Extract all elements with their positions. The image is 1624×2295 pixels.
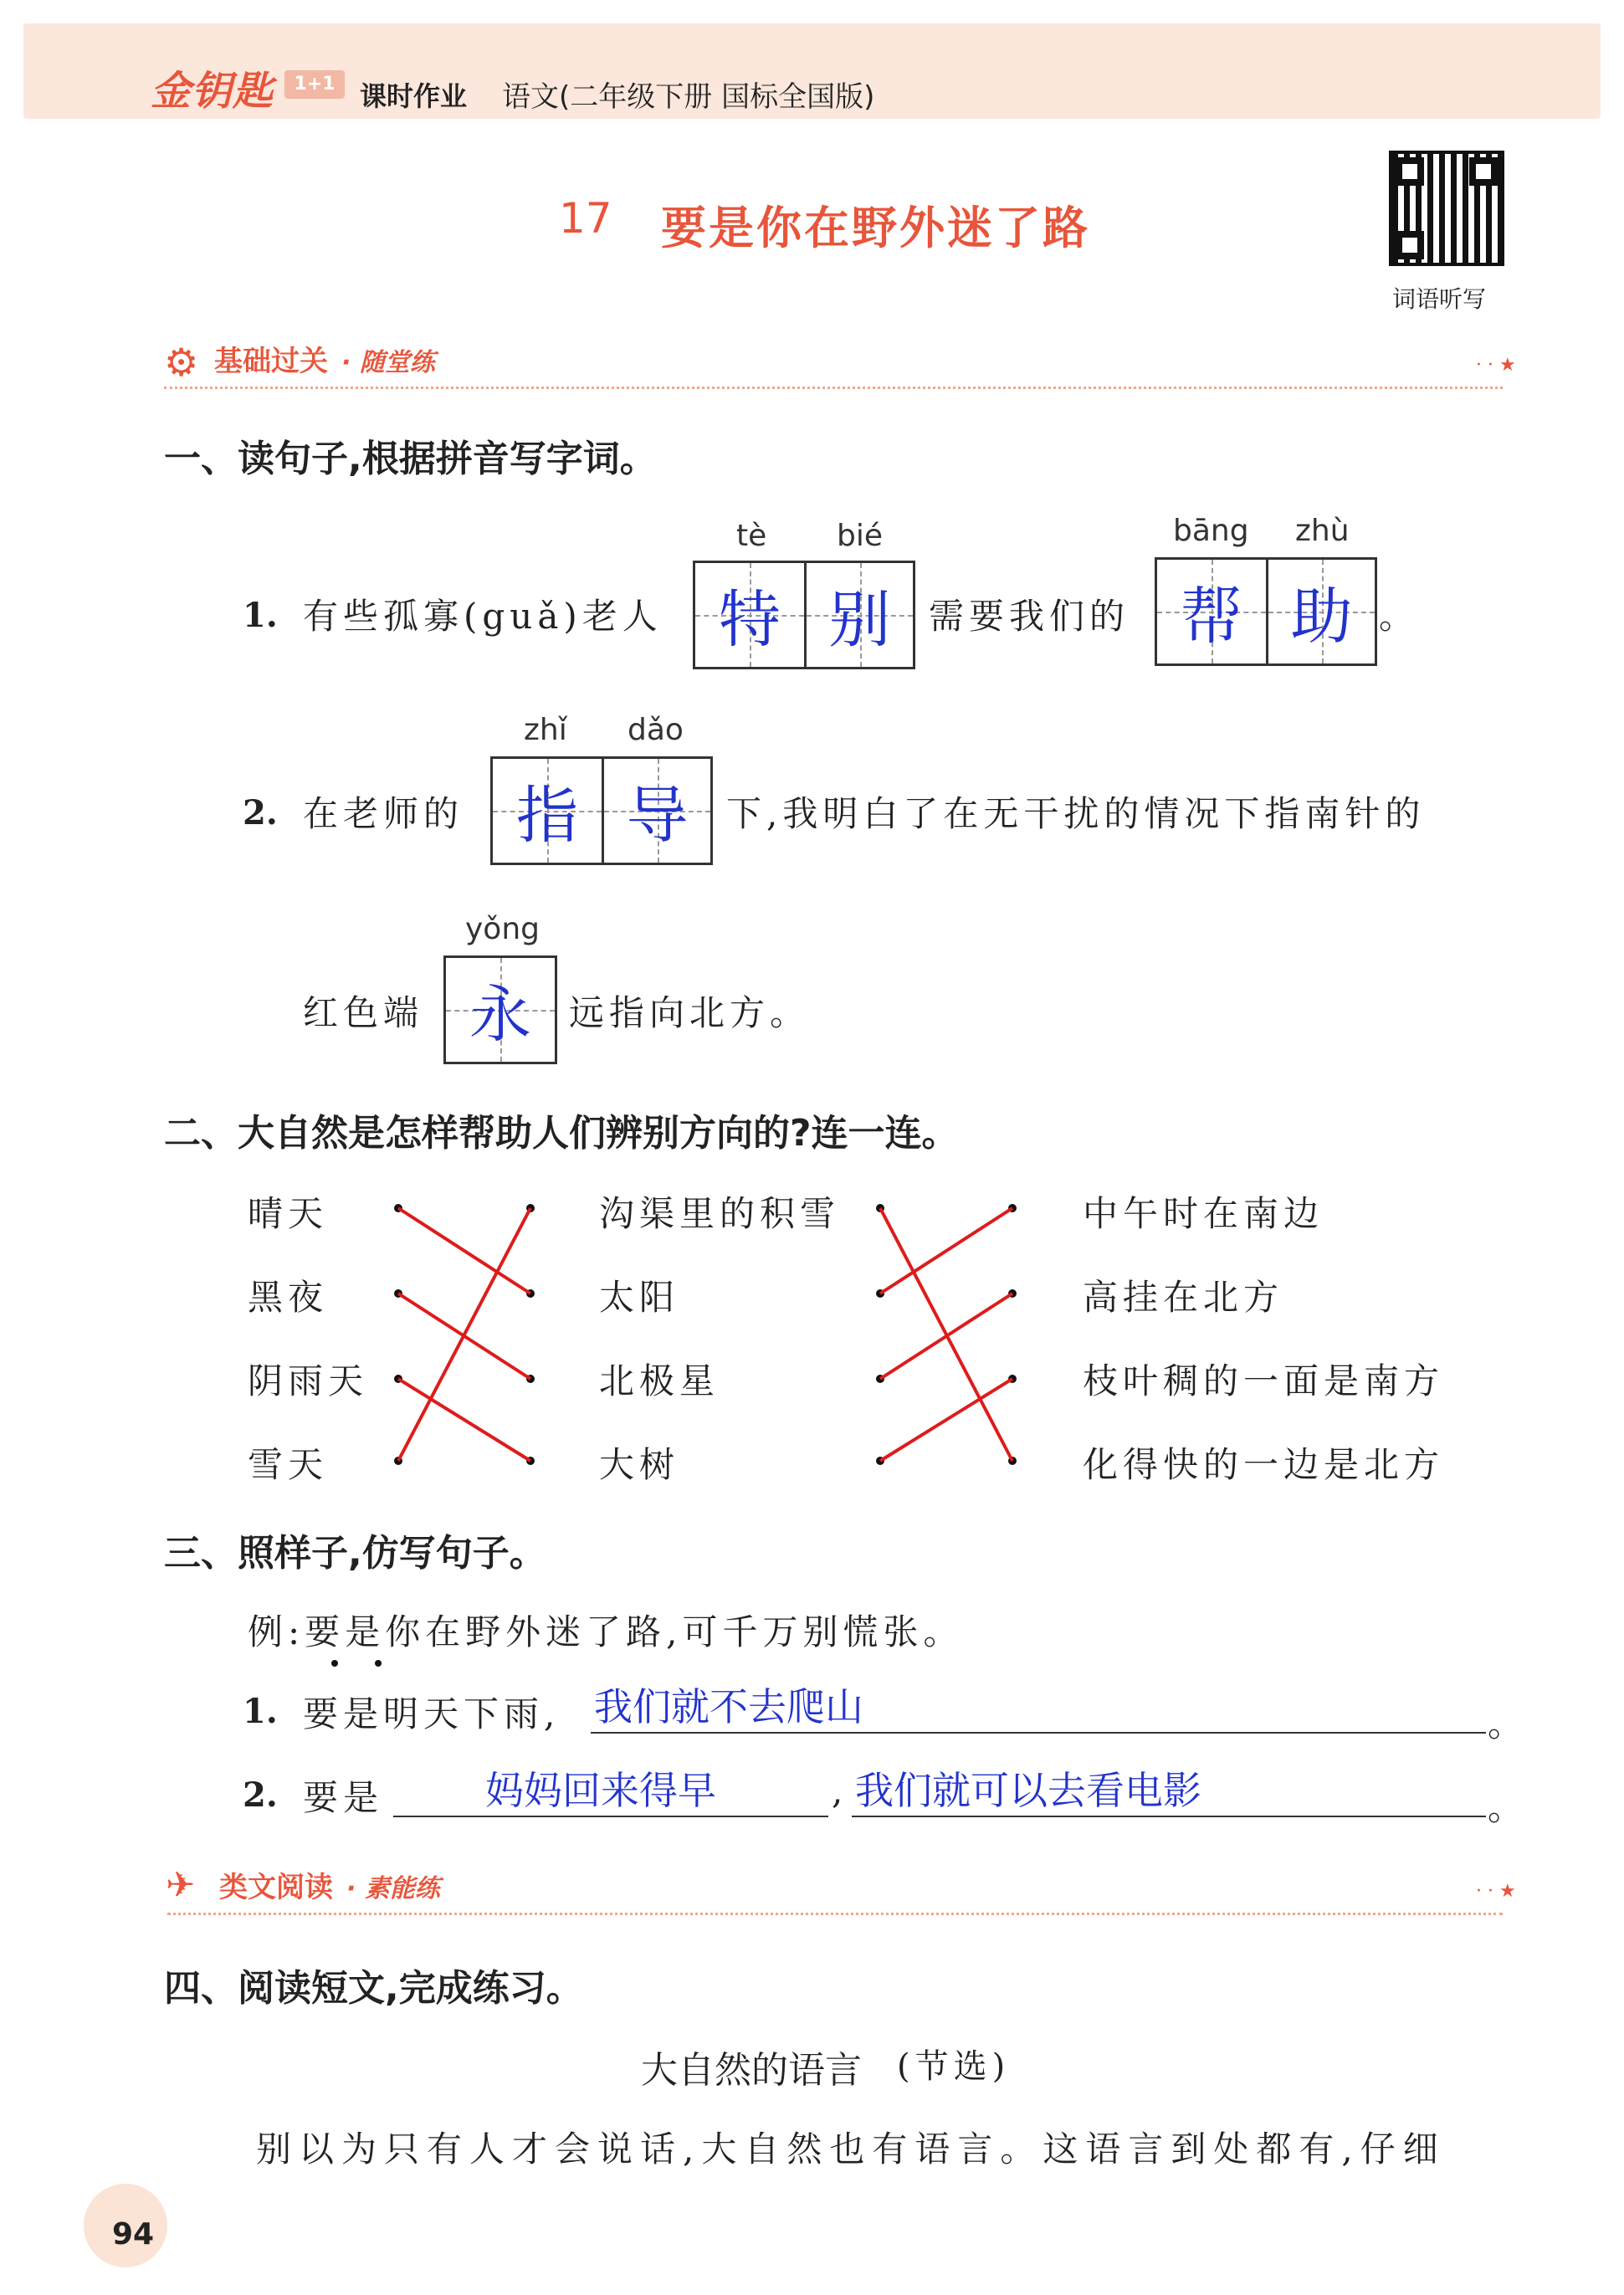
col1-item: 晴天 <box>248 1193 329 1234</box>
section-label: 基础过关 <box>214 345 328 378</box>
answer-character: 特 <box>695 563 804 667</box>
section-label: 类文阅读 <box>219 1871 333 1904</box>
sentence-end: 。 <box>1379 596 1420 637</box>
item-number: 2. <box>243 1775 278 1815</box>
pinyin: zhù <box>1295 514 1350 548</box>
answer-line <box>393 1816 828 1817</box>
gear-icon: ⚙ <box>164 340 199 385</box>
sentence-text: 需要我们的 <box>929 596 1130 637</box>
pinyin: tè <box>736 519 767 553</box>
sentence-text: 要是 <box>303 1777 384 1818</box>
written-answer: 我们就不去爬山 <box>594 1684 863 1729</box>
col2-item: 大树 <box>599 1444 680 1485</box>
answer-character: 导 <box>602 759 710 863</box>
col2-item: 沟渠里的积雪 <box>599 1193 841 1234</box>
paper-plane-icon: ✈ <box>166 1864 196 1905</box>
passage-line: 别以为只有人才会说话,大自然也有语言。这语言到处都有,仔细 <box>256 2129 1446 2169</box>
answer-line <box>852 1816 1486 1817</box>
item-number: 1. <box>243 596 278 635</box>
brand-badge: 1+1 <box>284 70 345 99</box>
comma: , <box>832 1770 848 1811</box>
question-4-heading: 四、阅读短文,完成练习。 <box>164 1967 583 2010</box>
pinyin: bāng <box>1173 514 1249 548</box>
answer-character: 助 <box>1266 560 1375 663</box>
match-line <box>398 1208 530 1293</box>
sentence-text: 要是明天下雨, <box>303 1693 561 1734</box>
passage-note: (节选) <box>897 2047 1011 2086</box>
emphasis-dot <box>375 1660 382 1667</box>
section-sub: · 素能练 <box>346 1874 440 1903</box>
col3-item: 化得快的一边是北方 <box>1083 1444 1445 1485</box>
section-sub: · 随堂练 <box>341 348 435 377</box>
page-number: 94 <box>112 2217 155 2251</box>
sentence-text: 下,我明白了在无干扰的情况下指南针的 <box>726 793 1426 834</box>
qr-caption: 词语听写 <box>1392 285 1487 313</box>
match-line <box>880 1208 1012 1293</box>
col2-item: 太阳 <box>599 1277 680 1318</box>
col3-item: 高挂在北方 <box>1083 1277 1284 1318</box>
answer-line <box>591 1732 1486 1734</box>
sentence-text: 红色端 <box>303 992 424 1033</box>
star-icon: · · ★ <box>1476 355 1516 376</box>
written-answer: 我们就可以去看电影 <box>855 1768 1201 1813</box>
header-course: 课时作业 <box>360 80 468 112</box>
sentence-text: 在老师的 <box>303 793 464 834</box>
question-3-heading: 三、照样子,仿写句子。 <box>164 1532 546 1575</box>
question-1-heading: 一、读句子,根据拼音写字词。 <box>164 438 657 480</box>
col2-item: 北极星 <box>599 1360 720 1401</box>
answer-character: 帮 <box>1157 560 1266 663</box>
emphasis-dot <box>331 1660 338 1667</box>
match-line <box>398 1208 530 1461</box>
col1-item: 黑夜 <box>248 1277 329 1318</box>
sentence-end: 。 <box>1488 1787 1529 1828</box>
item-number: 2. <box>243 793 278 832</box>
col1-item: 雪天 <box>248 1444 329 1485</box>
question-2-heading: 二、大自然是怎样帮助人们辨别方向的?连一连。 <box>164 1112 959 1155</box>
answer-character: 永 <box>446 958 555 1062</box>
pinyin: yǒng <box>465 912 540 946</box>
sentence-text: 远指向北方。 <box>569 992 811 1033</box>
pinyin: dǎo <box>628 713 684 747</box>
section-divider <box>167 1913 1503 1915</box>
col1-item: 阴雨天 <box>248 1360 369 1401</box>
passage-title: 大自然的语言 <box>641 2049 862 2092</box>
col3-item: 中午时在南边 <box>1083 1193 1324 1234</box>
example-sentence: 例:要是你在野外迷了路,可千万别慌张。 <box>248 1611 964 1652</box>
sentence-end: 。 <box>1488 1703 1529 1744</box>
match-line <box>880 1293 1012 1379</box>
pinyin: zhǐ <box>524 713 567 747</box>
lesson-title: 要是你在野外迷了路 <box>661 202 1090 254</box>
item-number: 1. <box>243 1692 278 1731</box>
header-subject: 语文(二年级下册 国标全国版) <box>502 80 875 114</box>
written-answer: 妈妈回来得早 <box>485 1768 716 1813</box>
answer-character: 别 <box>804 563 913 667</box>
pinyin: bié <box>837 519 884 553</box>
star-icon: · · ★ <box>1476 1881 1516 1902</box>
lesson-number: 17 <box>559 194 612 243</box>
sentence-text: 有些孤寡(guǎ)老人 <box>303 596 663 637</box>
brand-logo: 金钥匙 <box>151 68 274 115</box>
col3-item: 枝叶稠的一面是南方 <box>1083 1360 1445 1401</box>
answer-character: 指 <box>493 759 602 863</box>
